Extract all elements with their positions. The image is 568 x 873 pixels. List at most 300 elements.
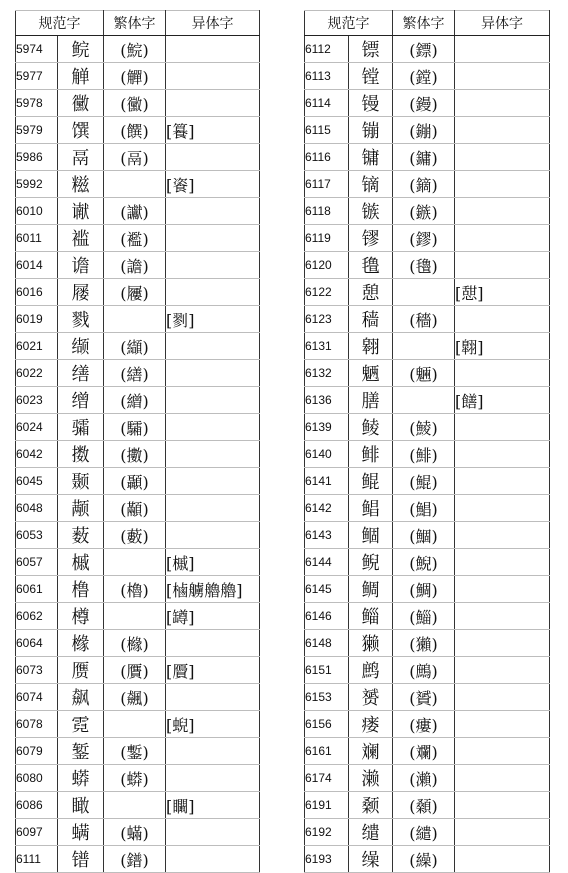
variant-char: [贗] <box>166 657 260 684</box>
traditional-char: (鯇) <box>104 36 166 63</box>
char-number: 6048 <box>16 495 58 522</box>
traditional-char: (穡) <box>393 306 455 333</box>
table-row <box>16 765 260 792</box>
standard-char: 赟 <box>349 684 393 711</box>
traditional-char: (瀨) <box>393 765 455 792</box>
char-number: 6136 <box>305 387 349 414</box>
traditional-char: (鯪) <box>393 414 455 441</box>
char-number: 6078 <box>16 711 58 738</box>
table-row <box>305 387 550 414</box>
char-number: 6019 <box>16 306 58 333</box>
traditional-char: (鬲) <box>104 144 166 171</box>
table-row <box>305 117 550 144</box>
table-row <box>305 414 550 441</box>
char-number: 5979 <box>16 117 58 144</box>
char-number: 6045 <box>16 468 58 495</box>
traditional-char: (魎) <box>393 360 455 387</box>
variant-char <box>455 846 550 873</box>
traditional-char: (鏝) <box>393 90 455 117</box>
traditional-char: (鯡) <box>393 441 455 468</box>
traditional-char: (贇) <box>393 684 455 711</box>
traditional-char: (鯝) <box>393 522 455 549</box>
variant-char: [罇] <box>166 603 260 630</box>
variant-char: [饍] <box>455 387 550 414</box>
traditional-char: (觶) <box>104 63 166 90</box>
traditional-char: (驦) <box>104 414 166 441</box>
traditional-char: (纈) <box>104 333 166 360</box>
variant-char <box>455 198 550 225</box>
traditional-char: (顳) <box>104 468 166 495</box>
standard-char: 缬 <box>58 333 104 360</box>
variant-char <box>455 144 550 171</box>
table-row <box>16 630 260 657</box>
standard-char: 螨 <box>58 819 104 846</box>
table-row <box>16 819 260 846</box>
standard-char: 霓 <box>58 711 104 738</box>
char-number: 6061 <box>16 576 58 603</box>
variant-char: [剹] <box>166 306 260 333</box>
traditional-char: (讞) <box>104 198 166 225</box>
traditional-char: (蟒) <box>104 765 166 792</box>
char-number: 6057 <box>16 549 58 576</box>
traditional-char: (鏨) <box>104 738 166 765</box>
traditional-char: (蟎) <box>104 819 166 846</box>
char-number: 6145 <box>305 576 349 603</box>
table-row <box>16 846 260 873</box>
char-number: 6143 <box>305 522 349 549</box>
char-number: 6140 <box>305 441 349 468</box>
standard-char: 戮 <box>58 306 104 333</box>
traditional-char: (繾) <box>393 819 455 846</box>
char-number: 6079 <box>16 738 58 765</box>
standard-char: 斓 <box>349 738 393 765</box>
standard-char: 魉 <box>349 360 393 387</box>
variant-char: [槭] <box>166 549 260 576</box>
char-number: 6042 <box>16 441 58 468</box>
table-row <box>16 549 260 576</box>
standard-char: 镠 <box>349 225 393 252</box>
variant-char <box>166 468 260 495</box>
traditional-char: (鏃) <box>393 198 455 225</box>
variant-char <box>455 252 550 279</box>
char-number: 6119 <box>305 225 349 252</box>
char-number: 6139 <box>305 414 349 441</box>
standard-char: 鲷 <box>349 576 393 603</box>
traditional-char: (鏞) <box>393 144 455 171</box>
traditional-char: (饌) <box>104 117 166 144</box>
standard-char: 氇 <box>349 252 393 279</box>
traditional-char: (顙) <box>393 792 455 819</box>
variant-char <box>455 684 550 711</box>
standard-char: 橼 <box>58 630 104 657</box>
traditional-char: (斕) <box>393 738 455 765</box>
variant-char <box>455 522 550 549</box>
table-row <box>305 495 550 522</box>
table-row <box>305 36 550 63</box>
variant-char: [餈] <box>166 171 260 198</box>
char-number: 6146 <box>305 603 349 630</box>
char-number: 5974 <box>16 36 58 63</box>
standard-char: 憩 <box>349 279 393 306</box>
char-number: 6024 <box>16 414 58 441</box>
traditional-char: (屨) <box>104 279 166 306</box>
table-row <box>305 144 550 171</box>
variant-char <box>455 603 550 630</box>
table-row <box>305 225 550 252</box>
standard-char: 镞 <box>349 198 393 225</box>
variant-char <box>455 117 550 144</box>
char-table-left <box>15 10 260 873</box>
char-number: 6156 <box>305 711 349 738</box>
variant-char <box>166 684 260 711</box>
traditional-char: (氌) <box>393 252 455 279</box>
char-number: 6114 <box>305 90 349 117</box>
table-row <box>305 90 550 117</box>
table-row <box>16 576 260 603</box>
char-number: 6151 <box>305 657 349 684</box>
header-traditional: 繁体字 <box>393 11 455 36</box>
variant-char <box>166 63 260 90</box>
variant-char <box>166 252 260 279</box>
char-number: 6191 <box>305 792 349 819</box>
char-number: 6112 <box>305 36 349 63</box>
variant-char <box>166 846 260 873</box>
char-number: 6086 <box>16 792 58 819</box>
traditional-char: (黴) <box>104 90 166 117</box>
variant-char <box>166 198 260 225</box>
traditional-char: (鯛) <box>393 576 455 603</box>
table-row <box>16 225 260 252</box>
char-number: 6118 <box>305 198 349 225</box>
traditional-char <box>393 387 455 414</box>
variant-char <box>166 387 260 414</box>
traditional-char: (飆) <box>104 684 166 711</box>
char-number: 5992 <box>16 171 58 198</box>
traditional-char: (繒) <box>104 387 166 414</box>
char-number: 6131 <box>305 333 349 360</box>
char-number: 6010 <box>16 198 58 225</box>
variant-char: [籑] <box>166 117 260 144</box>
table-row <box>16 144 260 171</box>
standard-char: 鬲 <box>58 144 104 171</box>
standard-char: 谳 <box>58 198 104 225</box>
table-row <box>305 630 550 657</box>
traditional-char: (獺) <box>393 630 455 657</box>
standard-char: 赝 <box>58 657 104 684</box>
table-row <box>305 819 550 846</box>
traditional-char: (鯢) <box>393 549 455 576</box>
standard-char: 膳 <box>349 387 393 414</box>
table-row <box>16 333 260 360</box>
traditional-char: (櫞) <box>104 630 166 657</box>
traditional-char: (繰) <box>393 846 455 873</box>
char-number: 6153 <box>305 684 349 711</box>
table-header-row <box>16 11 260 36</box>
traditional-char: (顢) <box>104 495 166 522</box>
variant-char <box>455 36 550 63</box>
table-row <box>16 252 260 279</box>
table-row <box>305 333 550 360</box>
variant-char <box>455 90 550 117</box>
table-row <box>305 549 550 576</box>
table-row <box>16 63 260 90</box>
standard-char: 翱 <box>349 333 393 360</box>
char-number: 6148 <box>305 630 349 657</box>
variant-char: [蜺] <box>166 711 260 738</box>
variant-char <box>455 576 550 603</box>
standard-char: 獭 <box>349 630 393 657</box>
standard-char: 濑 <box>349 765 393 792</box>
char-number: 6097 <box>16 819 58 846</box>
table-row <box>16 306 260 333</box>
standard-char: 鲱 <box>349 441 393 468</box>
header-variant: 异体字 <box>166 11 260 36</box>
traditional-char <box>104 711 166 738</box>
traditional-char: (鏐) <box>393 225 455 252</box>
table-row <box>16 522 260 549</box>
table-row <box>16 711 260 738</box>
char-number: 6014 <box>16 252 58 279</box>
table-row <box>305 441 550 468</box>
table-row <box>16 792 260 819</box>
char-number: 6142 <box>305 495 349 522</box>
traditional-char: (鯧) <box>393 495 455 522</box>
variant-char <box>455 657 550 684</box>
standard-char: 颡 <box>349 792 393 819</box>
variant-char <box>455 819 550 846</box>
standard-char: 褴 <box>58 225 104 252</box>
standard-char: 缯 <box>58 387 104 414</box>
header-standard: 规范字 <box>305 11 393 36</box>
table-row <box>305 63 550 90</box>
char-number: 6080 <box>16 765 58 792</box>
variant-char <box>455 549 550 576</box>
variant-char: [憇] <box>455 279 550 306</box>
char-number: 6011 <box>16 225 58 252</box>
standard-char: 缮 <box>58 360 104 387</box>
standard-char: 擞 <box>58 441 104 468</box>
standard-char: 薮 <box>58 522 104 549</box>
standard-char: 黴 <box>58 90 104 117</box>
table-row <box>305 792 550 819</box>
traditional-char: (鯤) <box>393 468 455 495</box>
table-row <box>305 522 550 549</box>
variant-char: [矙] <box>166 792 260 819</box>
traditional-char: (櫓) <box>104 576 166 603</box>
variant-char <box>455 495 550 522</box>
char-number: 6074 <box>16 684 58 711</box>
variant-char <box>166 819 260 846</box>
char-number: 6132 <box>305 360 349 387</box>
table-row <box>16 360 260 387</box>
variant-char <box>166 333 260 360</box>
traditional-char <box>104 306 166 333</box>
table-row <box>16 36 260 63</box>
standard-char: 镗 <box>349 63 393 90</box>
standard-char: 镨 <box>58 846 104 873</box>
traditional-char: (藪) <box>104 522 166 549</box>
table-row <box>305 360 550 387</box>
table-row <box>16 279 260 306</box>
variant-char <box>166 495 260 522</box>
traditional-char: (鏢) <box>393 36 455 63</box>
traditional-char: (襤) <box>104 225 166 252</box>
traditional-char <box>104 549 166 576</box>
traditional-char <box>104 603 166 630</box>
standard-char: 瘘 <box>349 711 393 738</box>
char-number: 6023 <box>16 387 58 414</box>
traditional-char: (繕) <box>104 360 166 387</box>
char-number: 6193 <box>305 846 349 873</box>
char-number: 6174 <box>305 765 349 792</box>
table-row <box>305 711 550 738</box>
variant-char <box>455 225 550 252</box>
variant-char <box>455 630 550 657</box>
char-number: 6115 <box>305 117 349 144</box>
standard-char: 錾 <box>58 738 104 765</box>
char-table-right <box>304 10 550 873</box>
standard-char: 瞰 <box>58 792 104 819</box>
variant-char <box>166 360 260 387</box>
variant-char <box>455 441 550 468</box>
variant-char: [樐艣艪艪] <box>166 576 260 603</box>
variant-char <box>455 171 550 198</box>
variant-char <box>455 792 550 819</box>
table-row <box>16 387 260 414</box>
traditional-char: (鏜) <box>393 63 455 90</box>
variant-char <box>166 414 260 441</box>
standard-char: 鲲 <box>349 468 393 495</box>
traditional-char <box>393 333 455 360</box>
table-row <box>16 441 260 468</box>
char-number: 6123 <box>305 306 349 333</box>
standard-char: 飙 <box>58 684 104 711</box>
variant-char <box>455 711 550 738</box>
standard-char: 鲳 <box>349 495 393 522</box>
table-row <box>305 171 550 198</box>
table-row <box>305 603 550 630</box>
standard-char: 镘 <box>349 90 393 117</box>
variant-char <box>455 360 550 387</box>
variant-char <box>455 738 550 765</box>
traditional-char <box>104 171 166 198</box>
table-row <box>305 684 550 711</box>
table-row <box>305 279 550 306</box>
table-row <box>305 765 550 792</box>
table-row <box>16 495 260 522</box>
char-number: 6064 <box>16 630 58 657</box>
char-number: 6192 <box>305 819 349 846</box>
traditional-char: (鏰) <box>393 117 455 144</box>
variant-char <box>166 765 260 792</box>
traditional-char: (鐠) <box>104 846 166 873</box>
char-number: 6117 <box>305 171 349 198</box>
char-number: 6016 <box>16 279 58 306</box>
header-traditional: 繁体字 <box>104 11 166 36</box>
table-row <box>305 576 550 603</box>
variant-char <box>166 225 260 252</box>
standard-char: 穑 <box>349 306 393 333</box>
table-row <box>305 846 550 873</box>
standard-char: 鲴 <box>349 522 393 549</box>
standard-char: 鲻 <box>349 603 393 630</box>
char-number: 6113 <box>305 63 349 90</box>
char-number: 6161 <box>305 738 349 765</box>
char-number: 6053 <box>16 522 58 549</box>
table-row <box>16 414 260 441</box>
variant-char <box>455 306 550 333</box>
char-number: 6120 <box>305 252 349 279</box>
char-number: 6122 <box>305 279 349 306</box>
table-row <box>305 252 550 279</box>
standard-char: 缱 <box>349 819 393 846</box>
standard-char: 鲵 <box>349 549 393 576</box>
standard-char: 馔 <box>58 117 104 144</box>
variant-char <box>166 90 260 117</box>
char-number: 6144 <box>305 549 349 576</box>
table-row <box>16 468 260 495</box>
char-number: 6062 <box>16 603 58 630</box>
variant-char <box>166 144 260 171</box>
standard-char: 颞 <box>58 468 104 495</box>
variant-char <box>166 279 260 306</box>
table-row <box>16 90 260 117</box>
standard-char: 镚 <box>349 117 393 144</box>
variant-char <box>455 765 550 792</box>
table-row <box>305 738 550 765</box>
variant-char <box>455 414 550 441</box>
traditional-char: (鯔) <box>393 603 455 630</box>
traditional-char: (譫) <box>104 252 166 279</box>
char-number: 5977 <box>16 63 58 90</box>
table-header-row <box>305 11 550 36</box>
char-number: 6021 <box>16 333 58 360</box>
traditional-char: (擻) <box>104 441 166 468</box>
traditional-char: (鏑) <box>393 171 455 198</box>
variant-char: [翺] <box>455 333 550 360</box>
traditional-char: (瘻) <box>393 711 455 738</box>
standard-char: 镖 <box>349 36 393 63</box>
header-standard: 规范字 <box>16 11 104 36</box>
traditional-char <box>104 792 166 819</box>
char-number: 6141 <box>305 468 349 495</box>
variant-char <box>166 441 260 468</box>
standard-char: 骦 <box>58 414 104 441</box>
standard-char: 谵 <box>58 252 104 279</box>
table-row <box>305 198 550 225</box>
table-row <box>16 198 260 225</box>
header-variant: 异体字 <box>455 11 550 36</box>
variant-char <box>455 468 550 495</box>
char-number: 6022 <box>16 360 58 387</box>
standard-char: 槭 <box>58 549 104 576</box>
char-number: 6073 <box>16 657 58 684</box>
traditional-char <box>393 279 455 306</box>
variant-char <box>455 63 550 90</box>
char-number: 5978 <box>16 90 58 117</box>
variant-char <box>166 630 260 657</box>
standard-char: 蟒 <box>58 765 104 792</box>
traditional-char: (贋) <box>104 657 166 684</box>
variant-char <box>166 738 260 765</box>
standard-char: 屦 <box>58 279 104 306</box>
table-row <box>16 603 260 630</box>
standard-char: 镛 <box>349 144 393 171</box>
char-number: 5986 <box>16 144 58 171</box>
table-row <box>16 738 260 765</box>
standard-char: 橹 <box>58 576 104 603</box>
table-row <box>305 306 550 333</box>
